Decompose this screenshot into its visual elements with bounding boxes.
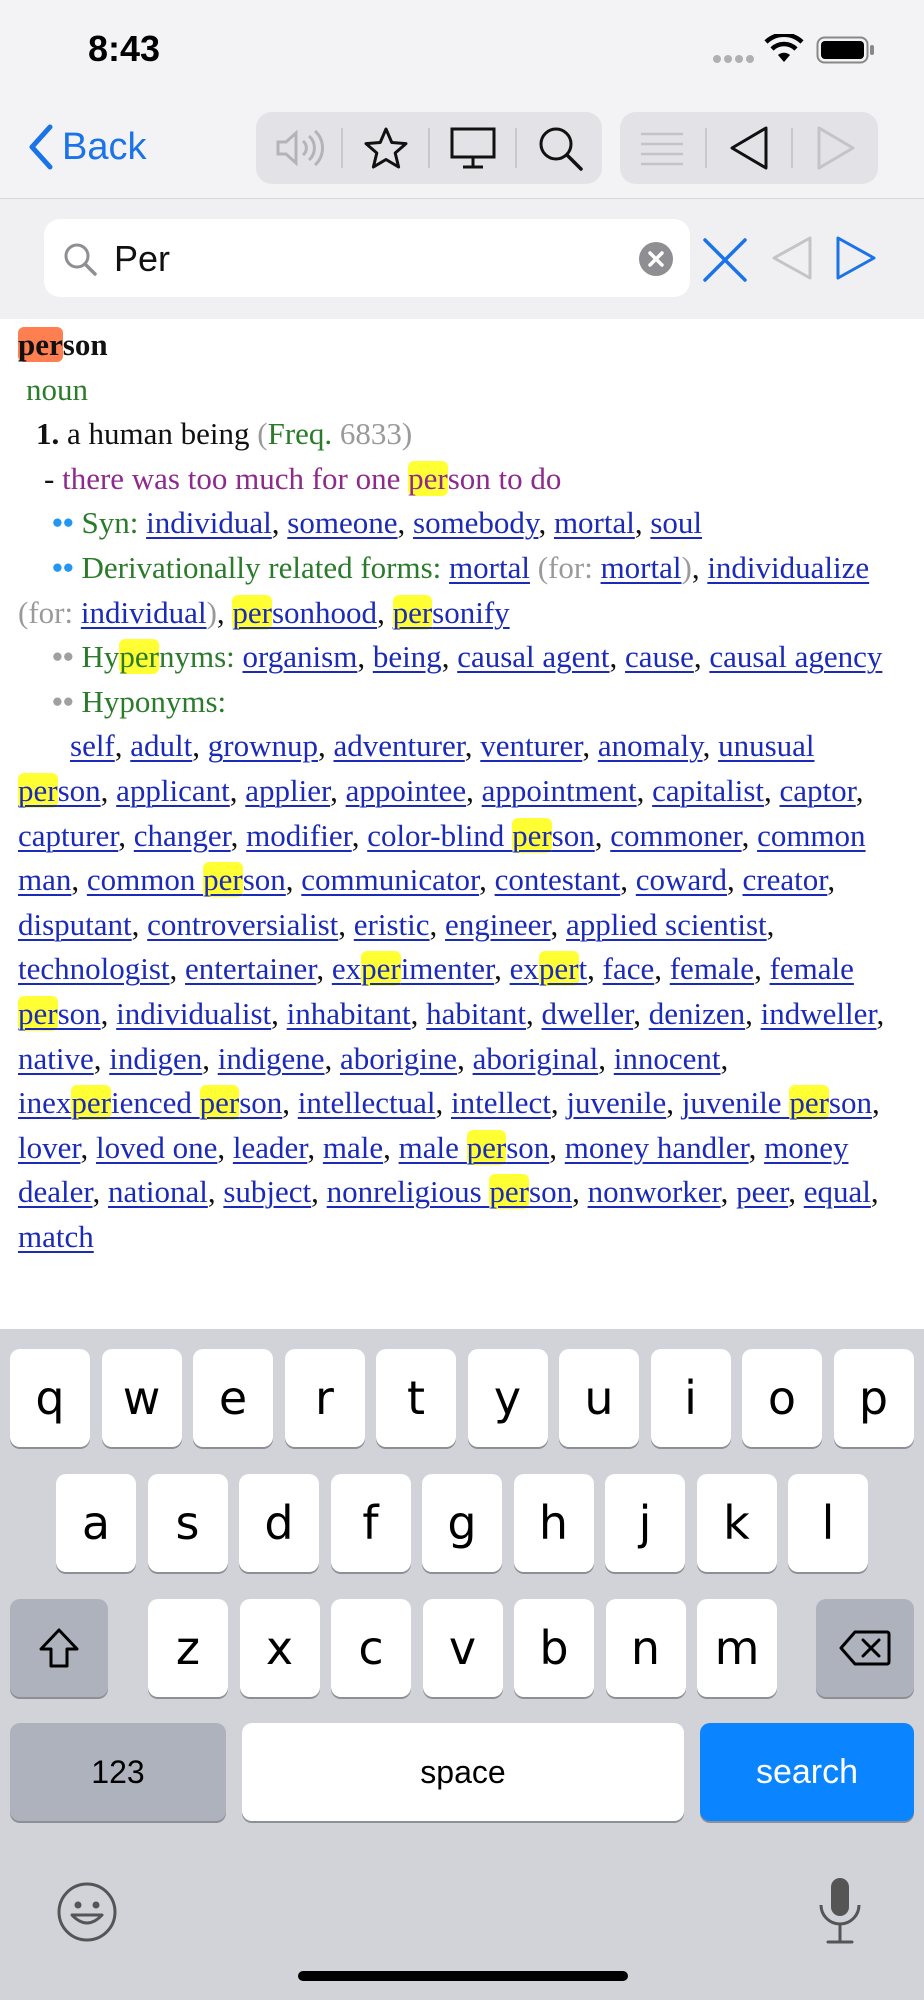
word-link[interactable]: self [70, 728, 115, 764]
battery-icon [816, 36, 876, 69]
word-link[interactable]: inhabitant [286, 995, 411, 1031]
word-link[interactable]: causal agency [709, 639, 883, 675]
freq-label: Freq. [267, 416, 333, 452]
word-link[interactable]: face [602, 951, 655, 987]
word-link[interactable]: indweller [760, 995, 877, 1031]
word-link[interactable]: male [322, 1129, 384, 1165]
key-j[interactable]: j [605, 1474, 685, 1572]
shift-key[interactable] [10, 1599, 108, 1697]
search-tool-button[interactable] [517, 112, 602, 184]
word-link[interactable]: someone [287, 505, 398, 541]
history-back-button[interactable] [707, 112, 792, 184]
clear-text-button[interactable] [638, 241, 674, 282]
hypernyms: •• Hypernyms: organism, being, causal agent, cause, causal agency [52, 639, 883, 675]
word-link[interactable]: controversialist [147, 906, 339, 942]
word-link[interactable]: individualist [116, 995, 272, 1031]
word-link[interactable]: anomaly [597, 728, 703, 764]
word-link[interactable]: leader [232, 1129, 308, 1165]
numbers-key[interactable]: 123 [10, 1723, 226, 1821]
word-link[interactable]: capturer [18, 817, 119, 853]
word-link[interactable]: inexperienced person [18, 1085, 283, 1121]
key-e[interactable]: e [193, 1349, 273, 1447]
close-find-button[interactable] [700, 235, 750, 290]
search-icon [536, 124, 584, 172]
word-link[interactable]: adventurer [333, 728, 465, 764]
definition: a human being [67, 416, 250, 452]
hyponym-list: self, adult, grownup, adventurer, venturer, anomaly, unusual person, applicant, applier, appointee, appointment, capitalist, captor, capturer, changer, modifier, color-blind person, commoner, common man, common person, communicator, contestant, coward, creator, disputant, controversialist, eristic, engineer, applied scientist, technologist, entertainer, experimenter, expert, face, female, female person, individualist, inhabitant, habitant, dweller, denizen, indweller, native, indigen, indigene, aborigine, aboriginal, innocent, inexperienced person, intellectual, intellect, juvenile, juvenile person, lover, loved one, leader, male, male person, money handler, money dealer, national, subject, nonreligious person, nonworker, peer, equal, match [18, 728, 885, 1254]
word-link[interactable]: captor [779, 772, 856, 808]
word-link[interactable]: female person [18, 951, 854, 1031]
monitor-icon [449, 126, 497, 170]
word-link[interactable]: applied scientist [566, 906, 767, 942]
key-y[interactable]: y [468, 1349, 548, 1447]
find-previous-button[interactable] [770, 235, 814, 286]
word-link[interactable]: money dealer [18, 1129, 849, 1210]
key-t[interactable]: t [376, 1349, 456, 1447]
clear-icon [638, 241, 674, 277]
key-c[interactable]: c [331, 1599, 411, 1697]
word-link[interactable]: individual [146, 505, 272, 541]
word-link[interactable]: innocent [613, 1040, 721, 1076]
word-link[interactable]: engineer [445, 906, 551, 942]
emoji-icon [56, 1881, 118, 1943]
word-link[interactable]: cause [625, 639, 694, 675]
key-k[interactable]: k [697, 1474, 777, 1572]
word-link[interactable]: creator [742, 862, 828, 898]
word-link[interactable]: personify [392, 594, 510, 630]
triangle-right-icon [834, 235, 878, 281]
delete-key[interactable] [816, 1599, 914, 1697]
word-link[interactable]: appointment [481, 772, 637, 808]
word-link[interactable]: commoner [610, 817, 742, 853]
magnifier-icon [62, 241, 98, 277]
word-link[interactable]: entertainer [185, 951, 317, 987]
word-link[interactable]: expert [509, 951, 588, 987]
microphone-icon [816, 1875, 864, 1947]
word-link[interactable]: match [18, 1218, 94, 1254]
word-link[interactable]: somebody [413, 505, 539, 541]
word-link[interactable]: aboriginal [472, 1040, 599, 1076]
word-link[interactable]: subject [223, 1174, 312, 1210]
word-link[interactable]: male person [398, 1129, 550, 1165]
sense: 1. a human being (Freq. 6833) [36, 416, 413, 452]
word-link[interactable]: causal agent [457, 639, 610, 675]
word-link[interactable]: denizen [648, 995, 746, 1031]
word-link[interactable]: technologist [18, 951, 170, 987]
key-s[interactable]: s [148, 1474, 228, 1572]
word-link[interactable]: individualize [707, 549, 870, 585]
emoji-button[interactable] [56, 1881, 118, 1948]
key-v[interactable]: v [423, 1599, 503, 1697]
word-link[interactable]: equal [803, 1174, 871, 1210]
word-link[interactable]: mortal [600, 549, 682, 585]
word-link[interactable]: nonworker [587, 1174, 721, 1210]
word-link[interactable]: coward [635, 862, 728, 898]
word-link[interactable]: juvenile person [681, 1085, 872, 1121]
word-link[interactable]: peer [736, 1174, 789, 1210]
key-d[interactable]: d [239, 1474, 319, 1572]
hypernym-list: organism, being, causal agent, cause, causal agency [242, 639, 883, 675]
word-link[interactable]: appointee [345, 772, 467, 808]
word-link[interactable]: native [18, 1040, 94, 1076]
key-u[interactable]: u [559, 1349, 639, 1447]
find-field[interactable] [44, 219, 690, 297]
word-link[interactable]: modifier [246, 817, 352, 853]
key-l[interactable]: l [788, 1474, 868, 1572]
toolbar-group-right [620, 112, 878, 184]
chevron-left-icon [26, 123, 54, 171]
word-link[interactable]: communicator [301, 862, 480, 898]
word-link[interactable]: mortal [449, 549, 530, 585]
grey-bullet-icon: •• [52, 639, 74, 675]
word-link[interactable]: female [669, 951, 755, 987]
word-link[interactable]: aborigine [340, 1040, 458, 1076]
back-label: Back [62, 125, 147, 168]
word-link[interactable]: capitalist [652, 772, 765, 808]
part-of-speech: noun [26, 371, 88, 407]
word-link[interactable]: organism [242, 639, 358, 675]
key-h[interactable]: h [514, 1474, 594, 1572]
word-link[interactable]: personhood [232, 594, 378, 630]
find-bar [0, 199, 924, 319]
word-link[interactable]: soul [650, 505, 703, 541]
key-b[interactable]: b [514, 1599, 594, 1697]
shift-icon [37, 1627, 81, 1669]
signal-icon [712, 52, 756, 70]
toolbar-group-left [256, 112, 602, 184]
key-o[interactable]: o [742, 1349, 822, 1447]
key-p[interactable]: p [834, 1349, 914, 1447]
word-link[interactable]: disputant [18, 906, 132, 942]
headword [18, 323, 906, 368]
list-button[interactable] [620, 112, 705, 184]
word-link[interactable]: habitant [426, 995, 527, 1031]
triangle-left-icon [728, 125, 770, 171]
dictation-button[interactable] [816, 1875, 864, 1952]
speaker-button[interactable] [256, 112, 341, 184]
word-link[interactable]: venturer [480, 728, 583, 764]
word-link[interactable]: loved one [95, 1129, 218, 1165]
word-link[interactable]: adult [130, 728, 193, 764]
word-link[interactable]: grownup [207, 728, 318, 764]
back-button[interactable] [26, 122, 146, 172]
word-link[interactable]: applier [245, 772, 331, 808]
find-input[interactable] [112, 229, 616, 289]
home-indicator [298, 1971, 628, 1981]
word-link[interactable]: dweller [541, 995, 634, 1031]
word-link[interactable]: color-blind person [367, 817, 595, 853]
word-link[interactable]: unusual person [18, 728, 815, 808]
word-link[interactable]: eristic [353, 906, 430, 942]
history-forward-button[interactable] [793, 112, 878, 184]
blue-bullet-icon: •• [52, 549, 74, 585]
synonyms: •• Syn: individual, someone, somebody, mortal, soul [52, 505, 703, 541]
key-x[interactable]: x [240, 1599, 320, 1697]
hyponyms [18, 724, 906, 1259]
word-link[interactable]: changer [133, 817, 231, 853]
word-link[interactable]: money handler [564, 1129, 749, 1165]
favorite-button[interactable] [343, 112, 428, 184]
word-link[interactable]: intellectual [297, 1085, 436, 1121]
star-icon [363, 126, 409, 170]
derived-forms: •• Derivationally related forms: mortal (for: mortal), individualize (for: individual), personhood, personify [18, 549, 870, 630]
close-icon [700, 235, 750, 285]
freq-value: 6833 [339, 416, 402, 452]
word-link[interactable]: being [372, 639, 442, 675]
headword-rest: son [62, 327, 108, 362]
word-link[interactable]: mortal [553, 505, 635, 541]
synonym-list: individual, someone, somebody, mortal, soul [146, 505, 703, 541]
key-a[interactable]: a [56, 1474, 136, 1572]
key-q[interactable]: q [10, 1349, 90, 1447]
search-key[interactable]: search [700, 1723, 914, 1821]
word-link[interactable]: applicant [116, 772, 230, 808]
word-link[interactable]: indigen [109, 1040, 203, 1076]
grey-bullet-icon: •• [52, 683, 74, 719]
word-link[interactable]: common man [18, 817, 866, 898]
example-sentence: - there was too much for one person to do [44, 460, 562, 496]
word-link[interactable]: contestant [494, 862, 621, 898]
key-m[interactable]: m [697, 1599, 777, 1697]
list-icon [639, 130, 685, 166]
dictionary-entry [0, 319, 924, 1329]
key-f[interactable]: f [331, 1474, 411, 1572]
wifi-icon [764, 34, 804, 69]
key-w[interactable]: w [102, 1349, 182, 1447]
blue-bullet-icon: •• [52, 505, 74, 541]
speaker-icon [274, 128, 324, 168]
word-link[interactable]: individual [80, 594, 207, 630]
word-link[interactable]: common person [86, 862, 286, 898]
word-link[interactable]: intellect [451, 1085, 551, 1121]
key-n[interactable]: n [606, 1599, 686, 1697]
key-z[interactable]: z [148, 1599, 228, 1697]
word-link[interactable]: experimenter [331, 951, 495, 987]
space-key[interactable]: space [242, 1723, 684, 1821]
word-link[interactable]: national [107, 1174, 208, 1210]
triangle-right-icon [815, 125, 857, 171]
word-link[interactable]: lover [18, 1129, 81, 1165]
headword-match: per [18, 327, 63, 362]
status-time: 8:43 [88, 28, 161, 69]
backspace-icon [839, 1630, 891, 1666]
navigation-bar [0, 100, 924, 199]
word-link[interactable]: nonreligious person [326, 1174, 573, 1210]
key-g[interactable]: g [422, 1474, 502, 1572]
sense-number: 1. [36, 416, 60, 452]
keyboard [0, 1329, 924, 2000]
status-bar [0, 0, 924, 100]
word-link[interactable]: juvenile [566, 1085, 667, 1121]
key-i[interactable]: i [651, 1349, 731, 1447]
display-button[interactable] [430, 112, 515, 184]
word-link[interactable]: indigene [217, 1040, 325, 1076]
triangle-left-icon [770, 235, 814, 281]
key-r[interactable]: r [285, 1349, 365, 1447]
find-next-button[interactable] [834, 235, 878, 286]
hyponyms-heading: •• Hyponyms: [52, 683, 227, 719]
